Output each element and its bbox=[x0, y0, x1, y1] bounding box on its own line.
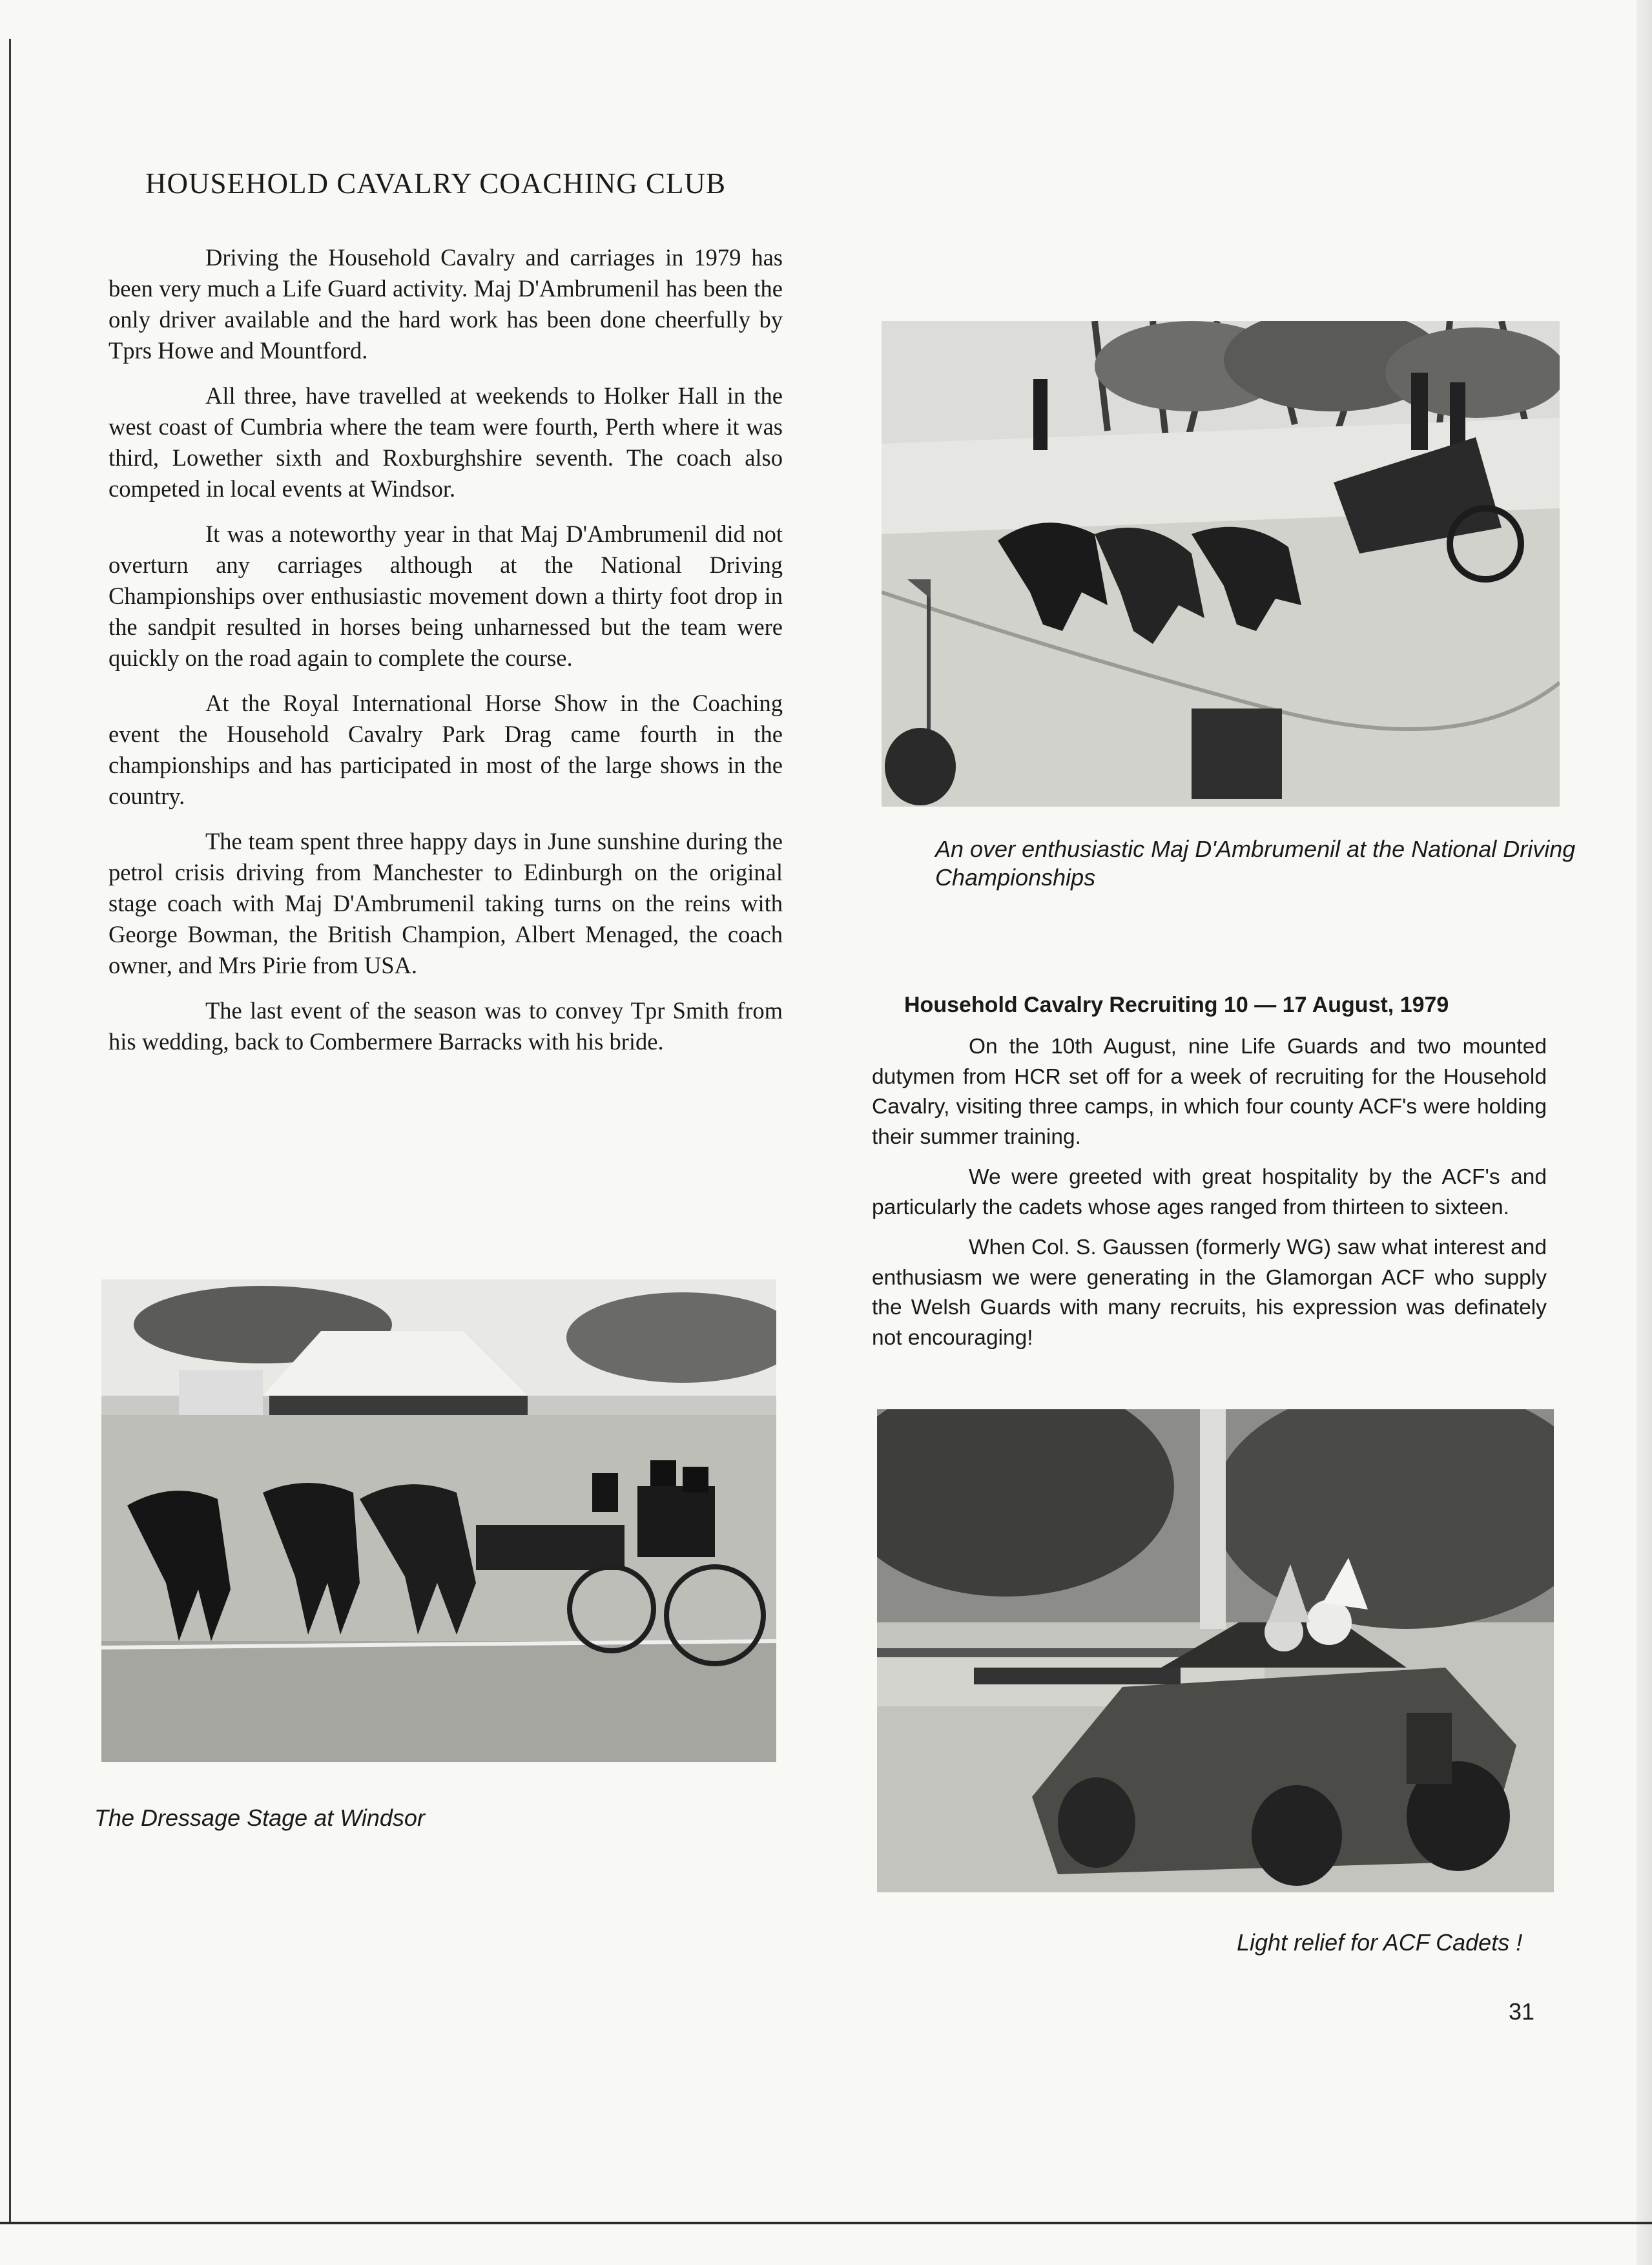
article-paragraph: The last event of the season was to convey Tpr Smith from his wedding, back to Combermere Barracks with his bride. bbox=[108, 997, 783, 1055]
recruiting-heading: Household Cavalry Recruiting 10 — 17 August, 1979 bbox=[904, 993, 1449, 1017]
article-paragraph: At the Royal International Horse Show in the Coaching event the Household Cavalry Park Drag came fourth in the championships and has participated in most of the large shows in the country. bbox=[108, 690, 783, 809]
page-edge-right bbox=[1637, 0, 1652, 2265]
armoured-car-photo bbox=[877, 1409, 1554, 1892]
sandpit-photo-caption: An over enthusiastic Maj D'Ambrumenil at the National Driving Championships bbox=[935, 836, 1576, 891]
page-edge-bottom bbox=[0, 2222, 1652, 2224]
article-paragraph: We were greeted with great hospitality by the ACF's and particularly the cadets whose ages ranged from thirteen to sixteen. bbox=[872, 1165, 1547, 1219]
coaching-club-article bbox=[108, 242, 783, 1071]
article-paragraph: When Col. S. Gaussen (formerly WG) saw what interest and enthusiasm we were generating in the Glamorgan ACF who supply the Welsh Guards with many recruits, his expression was definately not encouraging! bbox=[872, 1236, 1547, 1350]
article-paragraph: It was a noteworthy year in that Maj D'Ambrumenil did not overturn any carriages although at the National Driving Championships over enthusiastic movement down a thirty foot drop in the sandpit resulted in horses being unharnessed but the team were quickly on the road again to complete the course. bbox=[108, 521, 783, 671]
article-paragraph: Driving the Household Cavalry and carriages in 1979 has been very much a Life Guard activity. Maj D'Ambrumenil has been the only driver available and the hard work has been done cheerfully by Tprs Howe and Mountford. bbox=[108, 244, 783, 364]
article-paragraph: All three, have travelled at weekends to Holker Hall in the west coast of Cumbria where the team were fourth, Perth where it was third, Lowether sixth and Roxburghshire seventh. The coach also competed in local events at Windsor. bbox=[108, 382, 783, 502]
page-edge-left bbox=[9, 39, 11, 2222]
recruiting-article bbox=[872, 1032, 1547, 1363]
dressage-photo bbox=[101, 1279, 776, 1762]
dressage-photo-caption: The Dressage Stage at Windsor bbox=[94, 1805, 425, 1831]
article-paragraph: On the 10th August, nine Life Guards and two mounted dutymen from HCR set off for a week of recruiting for the Household Cavalry, visiting three camps, in which four county ACF's were holding their summer training. bbox=[872, 1035, 1547, 1149]
page-number: 31 bbox=[1509, 1998, 1535, 2025]
sandpit-photo bbox=[882, 321, 1560, 807]
article-title: HOUSEHOLD CAVALRY COACHING CLUB bbox=[145, 167, 727, 200]
article-paragraph: The team spent three happy days in June sunshine during the petrol crisis driving from Manchester to Edinburgh on the original stage coach with Maj D'Ambrumenil taking turns on the reins with George Bowman, the British Champion, Albert Menaged, the coach owner, and Mrs Pirie from USA. bbox=[108, 828, 783, 978]
armoured-car-photo-caption: Light relief for ACF Cadets ! bbox=[1237, 1929, 1523, 1956]
